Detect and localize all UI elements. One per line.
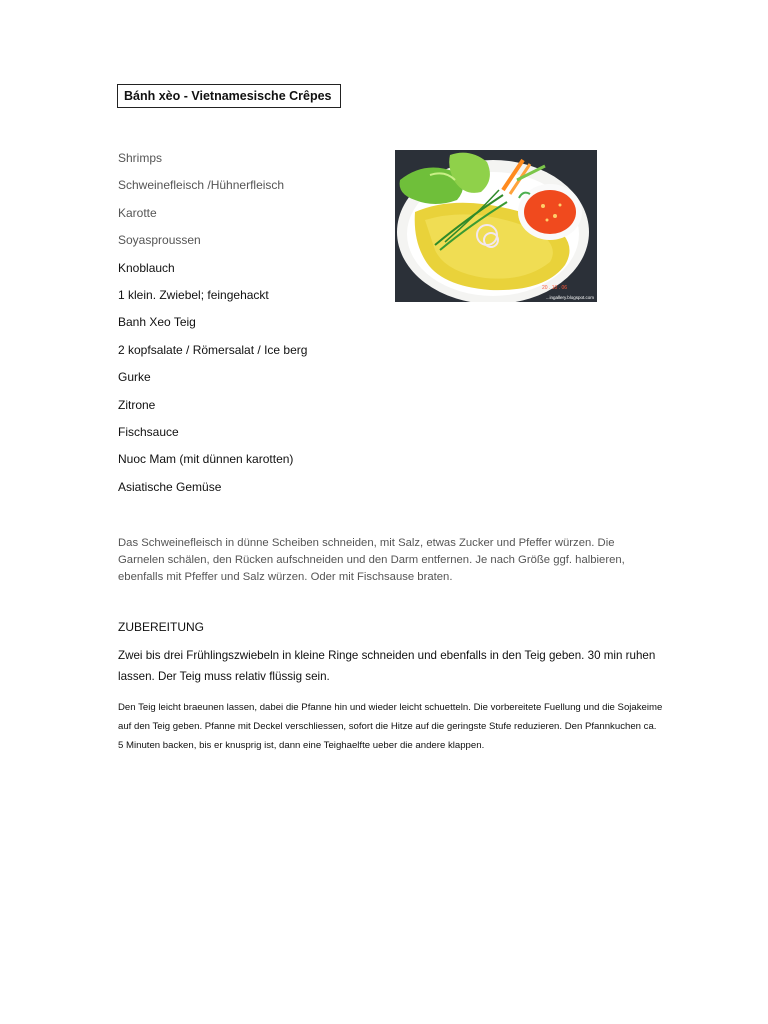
ingredient-item: Soyasproussen <box>118 233 201 248</box>
step-main-paragraph: Zwei bis drei Frühlingszwiebeln in kleine Ringe schneiden und ebenfalls in den Teig geben. 30 min ruhen lassen. Der Teig muss relativ flüssig sein. <box>118 649 656 683</box>
step-detail-paragraph: Den Teig leicht braeunen lassen, dabei die Pfanne hin und wieder leicht schuetteln. Die vorbereitete Fuellung und die Sojakeime auf den Teig geben. Pfanne mit Deckel verschliessen, sofort die Hitze auf die geringste Stufe reduzieren. Den Pfannkuchen ca. 5 Minuten backen, bis er knusprig ist, dann eine Teighaelfte ueber die andere klappen. <box>118 702 663 751</box>
ingredient-item: Fischsauce <box>118 424 179 439</box>
ingredient-item: 2 kopfsalate / Römersalat / Ice berg <box>118 342 308 357</box>
ingredient-item: Karotte <box>118 205 157 220</box>
ingredient-item: Banh Xeo Teig <box>118 315 196 330</box>
ingredient-item: Schweinefleisch /Hühnerfleisch <box>118 178 285 193</box>
ingredient-item: Shrimps <box>118 151 163 165</box>
ingredient-item: Knoblauch <box>118 260 175 275</box>
banh-xeo-photo <box>395 150 597 302</box>
ingredient-list <box>118 150 307 506</box>
ingredient-item: Gurke <box>118 370 151 385</box>
zubereitung-heading: ZUBEREITUNG <box>118 620 205 634</box>
banh-xeo-illustration <box>395 150 597 302</box>
photo-date-stamp: 20 . 10 . 06 <box>542 285 568 291</box>
recipe-title: Bánh xèo - Vietnamesische Crêpes <box>117 84 341 108</box>
ingredient-item: Nuoc Mam (mit dünnen karotten) <box>118 452 294 467</box>
ingredient-item: Asiatische Gemüse <box>118 479 222 494</box>
ingredient-item: Zitrone <box>118 397 156 412</box>
photo-credit: ...ingallery.blogspot.com <box>545 295 594 300</box>
ingredient-item: 1 klein. Zwiebel; feingehackt <box>118 287 269 302</box>
preparation-paragraph: Das Schweinefleisch in dünne Scheiben schneiden, mit Salz, etwas Zucker und Pfeffer würzen. Die Garnelen schälen, den Rücken aufschneiden und den Darm entfernen. Je nach Größe ggf. halbieren, ebenfalls mit Pfeffer und Salz würzen. Oder mit Fischsause braten. <box>118 537 625 583</box>
